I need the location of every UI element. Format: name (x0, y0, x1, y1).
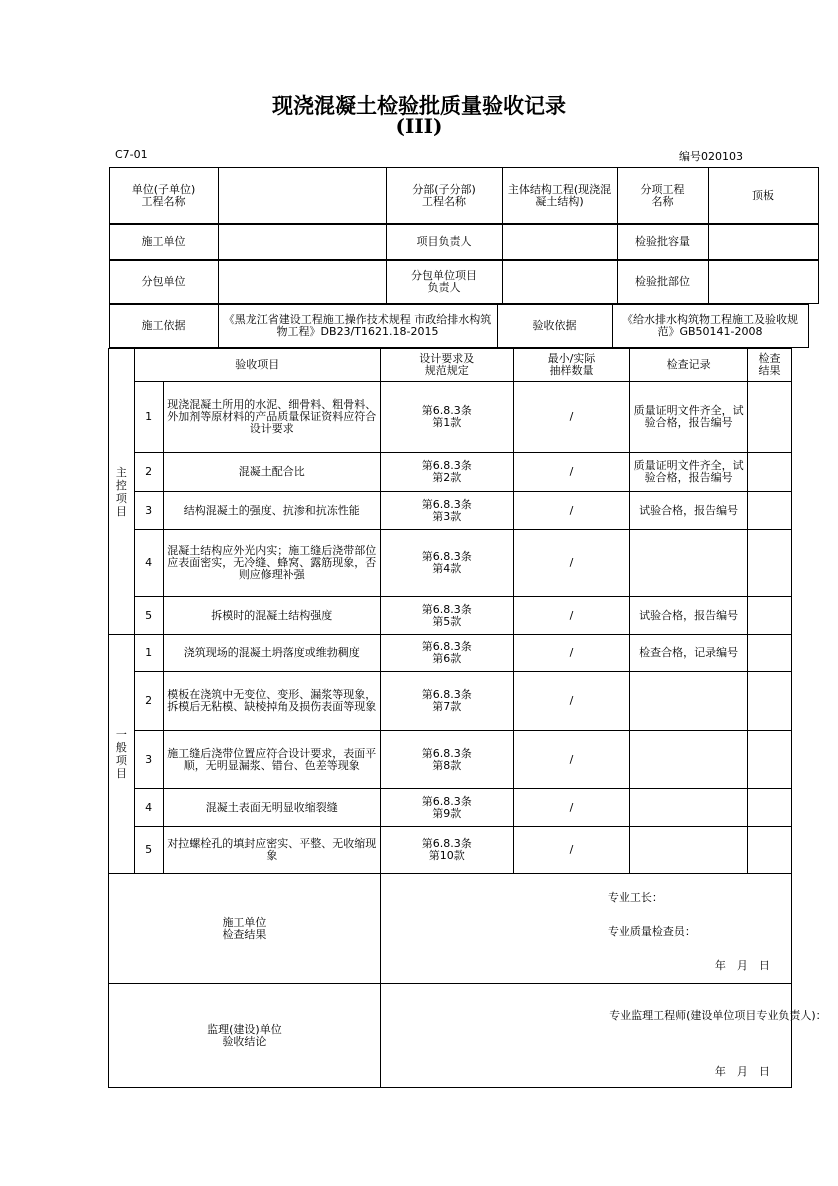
col-sample-header: 最小/实际 抽样数量 (513, 349, 630, 382)
sample-count: / (513, 827, 630, 874)
general-group (109, 635, 135, 874)
main-control-group (109, 349, 135, 635)
item-description: 浇筑现场的混凝土坍落度或维勃稠度 (163, 635, 380, 672)
design-requirement: 第6.8.3条 第4款 (380, 530, 513, 597)
check-result (748, 382, 792, 453)
general-item-row (109, 635, 792, 672)
subcontractor-label: 分包单位 (109, 261, 218, 304)
basis-value: 《黑龙江省建设工程施工操作技术规程 市政给排水构筑物工程》DB23/T1621.18-2015 (218, 305, 497, 348)
design-requirement: 第6.8.3条 第5款 (380, 597, 513, 635)
check-result (748, 731, 792, 789)
design-requirement: 第6.8.3条 第3款 (380, 492, 513, 530)
check-record (630, 731, 748, 789)
check-result (748, 672, 792, 731)
main-item-row (109, 453, 792, 492)
contractor-check-signature-area (383, 876, 789, 982)
design-requirement: 第6.8.3条 第1款 (380, 382, 513, 453)
item-label: 分项工程 名称 (617, 168, 708, 224)
design-requirement: 第6.8.3条 第7款 (380, 672, 513, 731)
check-record: 质量证明文件齐全，试验合格，报告编号 (630, 453, 748, 492)
contractor-date: 年 月 日 (714, 958, 770, 972)
main-control-label: 主控项目 (115, 465, 127, 518)
col-record-header: 检查记录 (630, 349, 748, 382)
design-requirement: 第6.8.3条 第6款 (380, 635, 513, 672)
subdiv-value: 主体结构工程(现浇混凝土结构) (502, 168, 617, 224)
accept-basis-label: 验收依据 (497, 305, 612, 348)
inspection-table (108, 167, 827, 1088)
subcontractor-value (218, 261, 386, 304)
item-number: 5 (134, 827, 163, 874)
item-description: 模板在浇筑中无变位、变形、漏浆等现象，拆模后无粘模、缺棱掉角及损伤表面等现象 (163, 672, 380, 731)
design-requirement: 第6.8.3条 第8款 (380, 731, 513, 789)
unit-label: 单位(子单位) 工程名称 (109, 168, 218, 224)
item-number: 5 (134, 597, 163, 635)
check-result (748, 827, 792, 874)
batch-capacity-label: 检验批容量 (617, 225, 708, 260)
design-requirement: 第6.8.3条 第10款 (380, 827, 513, 874)
unit-value (218, 168, 386, 224)
pm-label: 项目负责人 (386, 225, 502, 260)
check-record: 试验合格，报告编号 (630, 492, 748, 530)
item-number: 1 (134, 382, 163, 453)
general-group-label: 一般项目 (115, 728, 127, 780)
item-description: 拆模时的混凝土结构强度 (163, 597, 380, 635)
sample-count: / (513, 453, 630, 492)
check-result (748, 492, 792, 530)
main-item-row (109, 530, 792, 597)
check-result (748, 453, 792, 492)
batch-capacity-value (708, 225, 818, 260)
sample-count: / (513, 789, 630, 827)
item-number: 2 (134, 453, 163, 492)
col-result-header: 检查 结果 (748, 349, 792, 382)
item-number: 4 (134, 530, 163, 597)
sub-pm-value (502, 261, 617, 304)
item-description: 混凝土表面无明显收缩裂缝 (163, 789, 380, 827)
check-record (630, 672, 748, 731)
subdiv-label: 分部(子分部) 工程名称 (386, 168, 502, 224)
item-description: 现浇混凝土所用的水泥、细骨料、粗骨料、外加剂等原材料的产品质量保证资料应符合设计要求 (163, 382, 380, 453)
check-result (748, 789, 792, 827)
sample-count: / (513, 530, 630, 597)
contractor-value (218, 225, 386, 260)
check-record: 检查合格，记录编号 (630, 635, 748, 672)
basis-label: 施工依据 (109, 305, 218, 348)
check-record (630, 827, 748, 874)
check-record (630, 530, 748, 597)
check-result (748, 597, 792, 635)
supervisor-check-signature-area (383, 986, 827, 1086)
sample-count: / (513, 635, 630, 672)
main-item-row (109, 382, 792, 453)
supervisor-date: 年 月 日 (714, 1064, 770, 1078)
contractor-check-label: 施工单位 检查结果 (109, 874, 381, 984)
sample-count: / (513, 731, 630, 789)
general-item-row (109, 672, 792, 731)
design-requirement: 第6.8.3条 第9款 (380, 789, 513, 827)
main-item-row (109, 492, 792, 530)
supervisor-signature: 专业监理工程师(建设单位项目专业负责人)： (609, 1008, 827, 1022)
item-number: 4 (134, 789, 163, 827)
item-number: 3 (134, 731, 163, 789)
general-item-row (109, 789, 792, 827)
contractor-label: 施工单位 (109, 225, 218, 260)
item-description: 结构混凝土的强度、抗渗和抗冻性能 (163, 492, 380, 530)
main-item-row (109, 597, 792, 635)
item-number: 3 (134, 492, 163, 530)
supervisor-check-signatures (380, 984, 827, 1088)
check-record (630, 789, 748, 827)
general-item-row (109, 731, 792, 789)
form-code: C7-01 (115, 148, 148, 161)
sample-count: / (513, 492, 630, 530)
serial-number: 编号020103 (679, 150, 743, 163)
accept-basis-value: 《给水排水构筑物工程施工及验收规范》GB50141-2008 (612, 305, 808, 348)
item-description: 混凝土结构应外光内实；施工缝后浇带部位应表面密实，无冷缝、蜂窝、露筋现象，否则应修理补强 (163, 530, 380, 597)
contractor-check-signatures (380, 874, 791, 984)
item-description: 施工缝后浇带位置应符合设计要求，表面平顺，无明显漏浆、错台、色差等现象 (163, 731, 380, 789)
supervisor-check-label: 监理(建设)单位 验收结论 (109, 984, 381, 1088)
pm-value (502, 225, 617, 260)
item-value: 顶板 (708, 168, 818, 224)
item-number: 1 (134, 635, 163, 672)
col-design-header: 设计要求及 规范规定 (380, 349, 513, 382)
sample-count: / (513, 382, 630, 453)
sub-pm-label: 分包单位项目 负责人 (386, 261, 502, 304)
batch-part-label: 检验批部位 (617, 261, 708, 304)
batch-part-value (708, 261, 818, 304)
quality-inspector-signature: 专业质量检查员： (607, 924, 696, 938)
check-record: 质量证明文件齐全，试验合格，报告编号 (630, 382, 748, 453)
check-result (748, 635, 792, 672)
sample-count: / (513, 597, 630, 635)
col-item-header: 验收项目 (134, 349, 380, 382)
page-subtitle: (III) (395, 114, 443, 138)
design-requirement: 第6.8.3条 第2款 (380, 453, 513, 492)
check-record: 试验合格，报告编号 (630, 597, 748, 635)
check-result (748, 530, 792, 597)
foreman-signature: 专业工长： (607, 890, 663, 904)
item-description: 对拉螺栓孔的填封应密实、平整、无收缩现象 (163, 827, 380, 874)
sample-count: / (513, 672, 630, 731)
general-item-row (109, 827, 792, 874)
page-title: 现浇混凝土检验批质量验收记录 (272, 93, 566, 118)
item-description: 混凝土配合比 (163, 453, 380, 492)
item-number: 2 (134, 672, 163, 731)
